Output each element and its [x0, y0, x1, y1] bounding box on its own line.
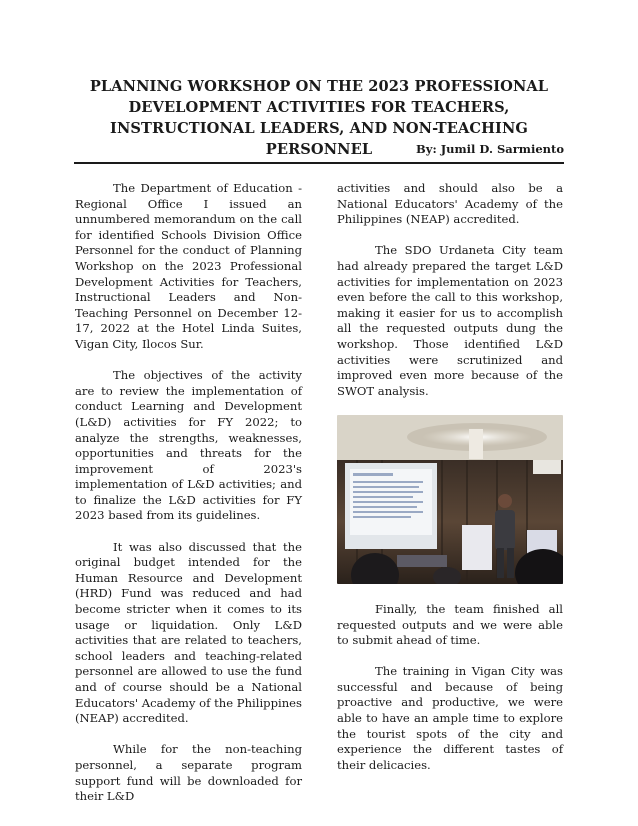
- article-title: PLANNING WORKSHOP ON THE 2023 PROFESSIONAL DEVELOPMENT ACTIVITIES FOR TEACHERS, INSTRUCTIONAL LEADERS, AND NON-TEACHING PERSONNEL: [89, 78, 549, 158]
- paragraph: The Department of Education - Regional Office I issued an unnumbered memorandum on the call for identified Schools Division Office Personnel for the conduct of Planning Workshop on the 2023 Professional Development Activities for Teachers, Instructional Leaders and Non-Teaching Personnel on December 12-17, 2022 at the Hotel Linda Suites, Vigan City, Ilocos Sur.: [75, 181, 302, 351]
- right-column: [337, 181, 563, 789]
- paragraph: It was also discussed that the original budget intended for the Human Resource and Development (HRD) Fund was reduced and had become stricter when it comes to its usage or liquidation. Only L&D activities that are related to teachers, school leaders and teaching-related personnel are allowed to use the fund and of course should be a National Educators' Academy of the Philippines (NEAP) accredited.: [75, 539, 302, 726]
- paragraph: Finally, the team finished all requested outputs and we were able to submit ahead of time.: [337, 601, 563, 648]
- paragraph: The objectives of the activity are to review the implementation of conduct Learning and Development (L&D) activities for FY 2022; to analyze the strengths, weaknesses, opportunities and threats for the improvement of 2023's implementation of L&D activities; and to finalize the L&D activities for FY 2023 based from its guidelines.: [75, 368, 302, 523]
- paragraph: The training in Vigan City was successful and because of being proactive and productive, we were able to have an ample time to explore the tourist spots of the city and experience the different tastes of their delicacies.: [337, 664, 563, 772]
- title-divider: [74, 162, 564, 164]
- author-byline: By: Jumil D. Sarmiento: [416, 142, 564, 156]
- paragraph: activities and should also be a National Educators' Academy of the Philippines (NEAP) accredited.: [337, 181, 563, 227]
- workshop-photo: [337, 415, 563, 584]
- paragraph: The SDO Urdaneta City team had already prepared the target L&D activities for implementation on 2023 even before the call to this workshop, making it easier for us to accomplish all the requested outputs dung the workshop. Those identified L&D activities were scrutinized and improved even more because of the SWOT analysis.: [337, 243, 563, 398]
- paragraph: While for the non-teaching personnel, a separate program support fund will be downloaded for their L&D: [75, 742, 302, 804]
- left-column: [75, 181, 302, 820]
